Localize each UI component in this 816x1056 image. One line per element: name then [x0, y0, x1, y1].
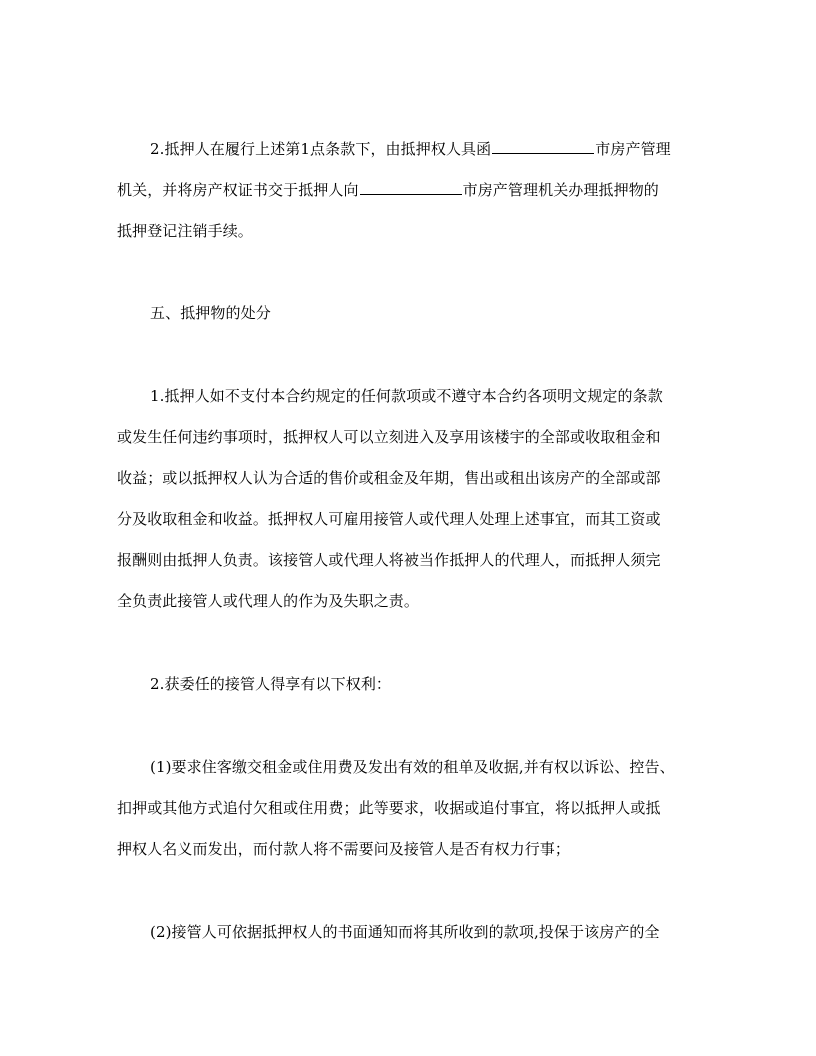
receiver-right-1-line-1: (1)要求住客缴交租金或住用费及发出有效的租单及收据,并有权以诉讼、控告、	[150, 758, 675, 776]
clause-2-text-d: 市房产管理机关办理抵押物的	[462, 181, 659, 199]
disposal-clause-1-line-3: 收益；或以抵押权人认为合适的售价或租金及年期，售出或租出该房产的全部或部	[117, 469, 661, 487]
clause-2-line-2	[117, 180, 707, 200]
city-blank-2	[360, 180, 462, 195]
clause-2-text-a: 2.抵押人在履行上述第1点条款下，由抵押权人具函	[150, 140, 492, 158]
disposal-clause-1-line-2: 或发生任何违约事项时，抵押权人可以立刻进入及享用该楼宇的全部或收取租金和	[117, 428, 661, 446]
disposal-clause-1-line-5: 报酬则由抵押人负责。该接管人或代理人将被当作抵押人的代理人，而抵押人须完	[117, 551, 661, 569]
clause-2-line-1	[150, 139, 710, 159]
disposal-clause-1-line-4: 分及收取租金和收益。抵押权人可雇用接管人或代理人处理上述事宜，而其工资或	[117, 510, 661, 528]
receiver-right-1-line-3: 押权人名义而发出，而付款人将不需要问及接管人是否有权力行事；	[117, 840, 571, 858]
clause-2-text-b: 市房产管理	[595, 140, 671, 158]
section-heading-5: 五、抵押物的处分	[150, 304, 271, 322]
disposal-clause-1-line-1: 1.抵押人如不支付本合约规定的任何款项或不遵守本合约各项明文规定的条款	[150, 387, 663, 405]
city-blank-1	[492, 139, 594, 154]
disposal-clause-1-line-6: 全负责此接管人或代理人的作为及失职之责。	[117, 592, 420, 610]
clause-2-text-c: 机关，并将房产权证书交于抵押人向	[117, 181, 359, 199]
clause-2-line-3: 抵押登记注销手续。	[117, 222, 253, 240]
receiver-right-2-line-1: (2)接管人可依据抵押权人的书面通知而将其所收到的款项,投保于该房产的全	[150, 923, 660, 941]
receiver-rights-heading: 2.获委任的接管人得享有以下权利：	[150, 675, 392, 693]
receiver-right-1-line-2: 扣押或其他方式追付欠租或住用费；此等要求，收据或追付事宜，将以抵押人或抵	[117, 799, 661, 817]
